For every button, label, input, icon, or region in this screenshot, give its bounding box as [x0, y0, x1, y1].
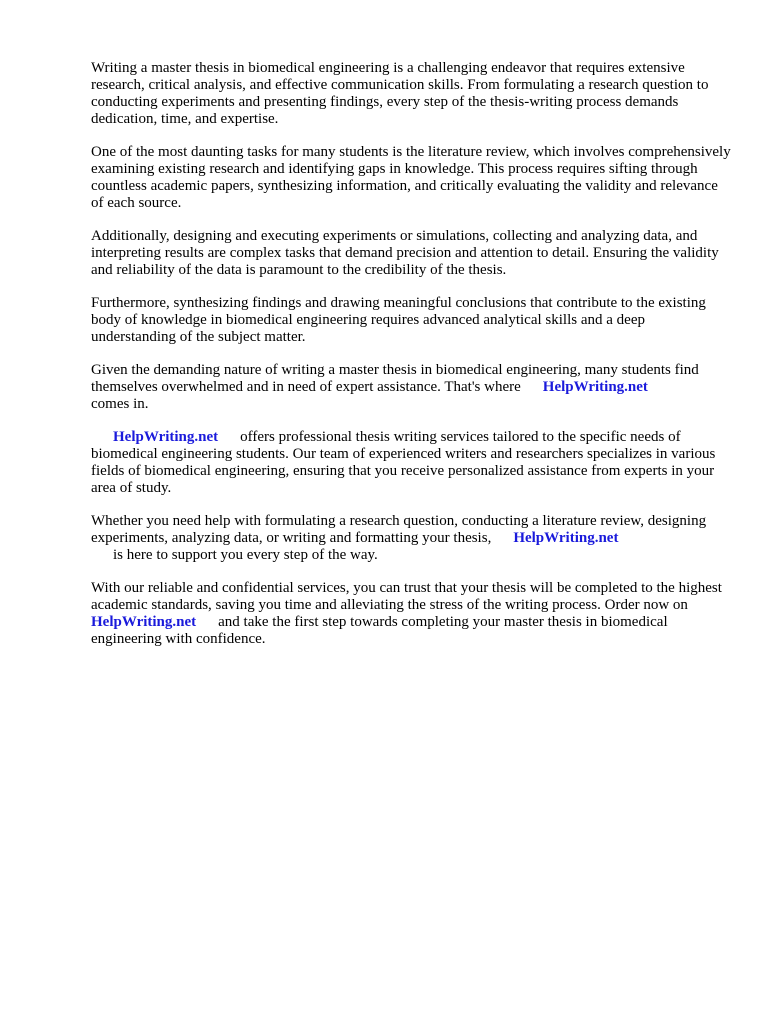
paragraph-services-text: offers professional thesis writing services tailored to the specific needs of biomedical engineering students. Our team of experienced writers and researchers specializes in various fields of biomedical engineering, ensuring that you receive personalized assistance from experts in your area of study.: [91, 429, 716, 496]
paragraph-support: [91, 513, 731, 564]
paragraph-assistance: [91, 362, 731, 413]
paragraph-order-tail: and take the first step towards completing your master thesis in biomedical engineering with confidence.: [91, 614, 668, 647]
paragraph-experiments-text: Additionally, designing and executing experiments or simulations, collecting and analyzing data, and interpreting results are complex tasks that demand precision and attention to detail. Ensuring the validity and reliability of the data is paramount to the credibility of the thesis.: [91, 228, 719, 278]
paragraph-conclusions: [91, 295, 731, 346]
paragraph-services: [91, 429, 731, 497]
paragraph-support-tail: is here to support you every step of the way.: [113, 547, 378, 563]
paragraph-order-text: With our reliable and confidential services, you can trust that your thesis will be completed to the highest academic standards, saving you time and alleviating the stress of the writing process. Order now on: [91, 580, 722, 613]
paragraph-assistance-text: Given the demanding nature of writing a master thesis in biomedical engineering, many students find themselves overwhelmed and in need of expert assistance. That's where: [91, 362, 699, 395]
paragraph-support-text: Whether you need help with formulating a research question, conducting a literature review, designing experiments, analyzing data, or writing and formatting your thesis,: [91, 513, 707, 546]
paragraph-conclusions-text: Furthermore, synthesizing findings and drawing meaningful conclusions that contribute to the existing body of knowledge in biomedical engineering requires advanced analytical skills and a deep understanding of the subject matter.: [91, 295, 706, 345]
paragraph-experiments: [91, 228, 731, 279]
helpwriting-link-4[interactable]: HelpWriting.net: [91, 614, 197, 630]
paragraph-assistance-tail: comes in.: [91, 396, 149, 412]
paragraph-intro-text: Writing a master thesis in biomedical engineering is a challenging endeavor that requires extensive research, critical analysis, and effective communication skills. From formulating a research question to conducting experiments and presenting findings, every step of the thesis-writing process demands dedication, time, and expertise.: [91, 60, 709, 127]
paragraph-literature-review: [91, 144, 731, 212]
paragraph-order: [91, 580, 731, 648]
paragraph-intro: [91, 60, 731, 128]
helpwriting-link-2[interactable]: HelpWriting.net: [113, 429, 219, 445]
document-body: [91, 60, 731, 664]
paragraph-literature-review-text: One of the most daunting tasks for many students is the literature review, which involves comprehensively examining existing research and identifying gaps in knowledge. This process requires sifting through countless academic papers, synthesizing information, and critically evaluating the validity and relevance of each source.: [91, 144, 731, 211]
helpwriting-link-3[interactable]: HelpWriting.net: [513, 530, 619, 546]
helpwriting-link-1[interactable]: HelpWriting.net: [542, 379, 648, 395]
